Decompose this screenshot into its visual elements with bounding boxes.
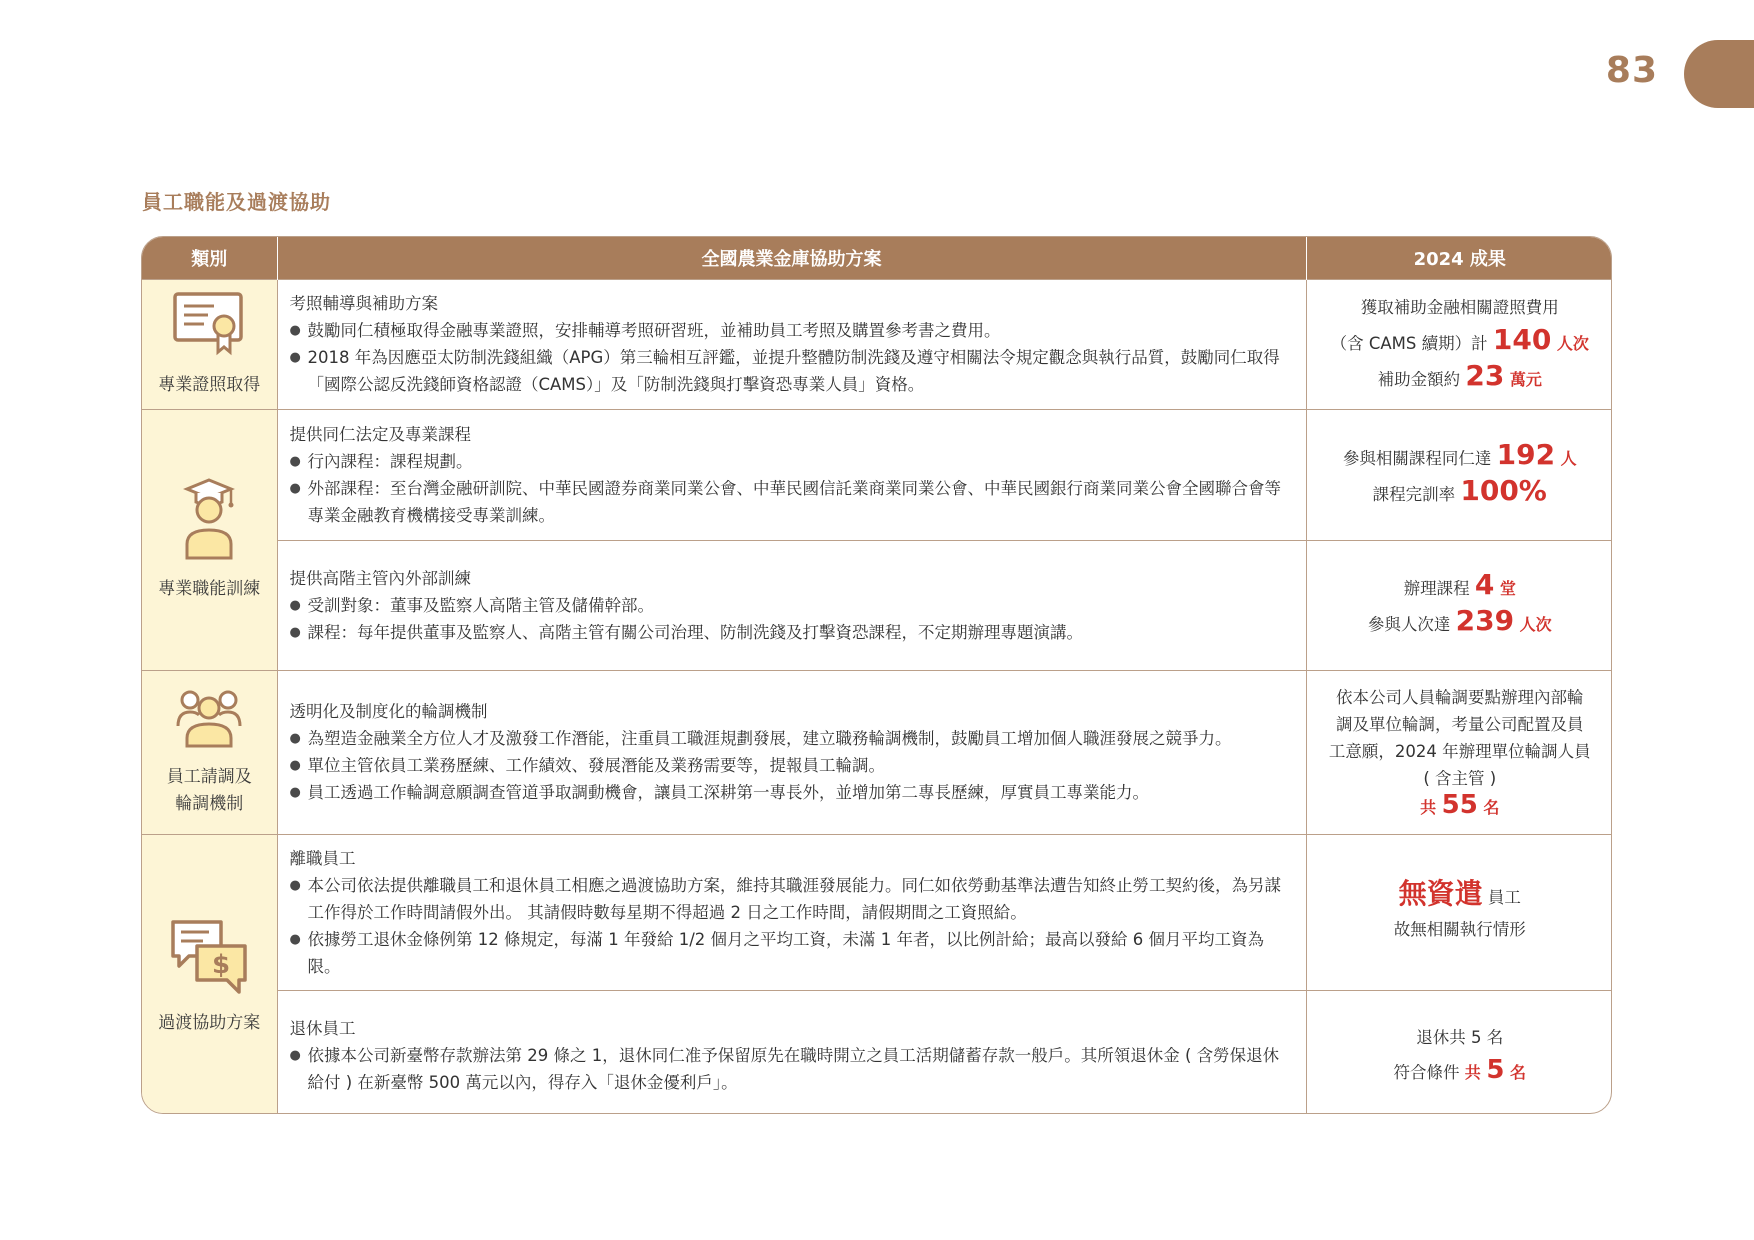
result-number: 140 [1492, 323, 1552, 356]
list-item: ● 受訓對象：董事及監察人高階主管及儲備幹部。 [290, 592, 1296, 619]
result-text: 補助金額約 [1377, 370, 1466, 389]
table-row [142, 670, 1612, 834]
result-line: 依本公司人員輪調要點辦理內部輪 [1336, 687, 1584, 707]
result-line [1317, 360, 1604, 396]
section-title: 員工職能及過渡協助 [142, 190, 331, 214]
table-row [142, 834, 1612, 990]
list-item: ● 依據本公司新臺幣存款辦法第 29 條之 1，退休同仁准予保留原先在職時開立之員工活期儲蓄存款一般戶。其所領退休金 ( 含勞保退休給付 ) 在新臺幣 500 萬元以內，得存入「退休金優利戶」。 [290, 1042, 1296, 1096]
plan-bullets [290, 592, 1296, 646]
result-line [1317, 605, 1604, 641]
result-number: 239 [1455, 604, 1515, 637]
plan-cell [277, 279, 1306, 409]
result-line [1317, 439, 1604, 475]
plan-cell [277, 834, 1306, 990]
result-line [1317, 569, 1604, 605]
result-text: 參與人次達 [1367, 615, 1456, 634]
plan-bullets [290, 448, 1296, 529]
assistance-table [141, 236, 1612, 1114]
plan-bullets [290, 725, 1296, 806]
result-line: ( 含主管 ) [1423, 768, 1497, 788]
result-line: 調及單位輪調，考量公司配置及員 [1336, 714, 1584, 734]
group-icon [176, 686, 242, 750]
list-item: ● 依據勞工退休金條例第 12 條規定，每滿 1 年發給 1/2 個月之平均工資，未滿 1 年者，以比例計給；最高以發給 6 個月平均工資為限。 [290, 926, 1296, 980]
result-unit: 名 [1504, 1062, 1526, 1082]
plan-title: 提供高階主管內外部訓練 [289, 568, 471, 588]
result-unit: 人次 [1551, 334, 1589, 353]
category-label [146, 764, 273, 818]
category-label: 專業職能訓練 [158, 578, 261, 599]
list-item: ● 課程：每年提供董事及監察人、高階主管有關公司治理、防制洗錢及打擊資恐課程，不定期辦理專題演講。 [290, 619, 1296, 646]
result-unit: 人 [1555, 448, 1577, 468]
result-unit: 萬元 [1504, 370, 1542, 389]
certificate-icon [170, 288, 248, 358]
category-label-line: 輪調機制 [175, 794, 244, 814]
plan-cell [277, 540, 1306, 670]
plan-cell [277, 409, 1306, 540]
plan-title: 離職員工 [289, 848, 356, 868]
result-unit: 名 [1477, 797, 1500, 817]
result-line: 獲取補助金融相關證照費用 [1360, 298, 1559, 317]
result-number: 23 [1465, 359, 1505, 392]
graduate-icon [179, 476, 239, 562]
list-item: ● 行內課程：課程規劃。 [290, 448, 1296, 475]
category-label-line: 員工請調及 [166, 766, 252, 787]
list-item: ● 本公司依法提供離職員工和退休員工相應之過渡協助方案，維持其職涯發展能力。同仁如依勞動基準法遭告知終止勞工契約後，為另謀工作得於工作時間請假外出。 其請假時數每星期不得超過 2 日之工作時間，請假期間之工資照給。 [290, 872, 1296, 926]
list-item: ● 員工透過工作輪調意願調查管道爭取調動機會，讓員工深耕第一專長外，並增加第二專長歷練，厚實員工專業能力。 [290, 779, 1296, 806]
plan-cell [277, 990, 1306, 1114]
category-cell [142, 670, 277, 834]
result-line [1317, 324, 1604, 360]
result-number: 192 [1496, 437, 1556, 471]
result-text: 參與相關課程同仁達 [1342, 448, 1497, 468]
header-category: 類別 [142, 237, 277, 279]
header-plan: 全國農業金庫協助方案 [277, 237, 1306, 279]
plan-bullets [290, 317, 1296, 398]
table-row [142, 409, 1612, 540]
result-line: 故無相關執行情形 [1393, 920, 1526, 939]
plan-bullets [290, 872, 1296, 980]
table-row [142, 990, 1612, 1114]
result-line [1317, 475, 1604, 511]
result-cell [1306, 279, 1612, 409]
page-tab-decoration [1684, 40, 1754, 108]
list-item: ● 單位主管依員工業務歷練、工作績效、發展潛能及業務需要等，提報員工輪調。 [290, 752, 1296, 779]
header-result: 2024 成果 [1306, 237, 1612, 279]
result-text: 課程完訓率 [1372, 484, 1461, 504]
result-cell [1306, 834, 1612, 990]
result-line [1317, 1054, 1604, 1089]
result-text: 共 [1464, 1062, 1487, 1082]
page-number: 83 [1605, 50, 1658, 91]
plan-title: 退休員工 [289, 1018, 356, 1038]
result-cell [1306, 990, 1612, 1114]
result-text: （含 CAMS 續期）計 [1330, 334, 1493, 353]
result-cell [1306, 540, 1612, 670]
result-number: 55 [1441, 789, 1478, 820]
result-line: 工意願，2024 年辦理單位輪調人員 [1328, 741, 1591, 761]
category-label: 過渡協助方案 [158, 1013, 261, 1034]
table-header-row [142, 237, 1612, 279]
result-emphasis: 無資遣 [1398, 877, 1483, 910]
list-item: ● 2018 年為因應亞太防制洗錢組織（APG）第三輪相互評鑑，並提升整體防制洗錢及遵守相關法令規定觀念與執行品質，鼓勵同仁取得「國際公認反洗錢師資格認證（CAMS）」及「防制洗錢與打擊資恐專業人員」資格。 [290, 344, 1296, 398]
list-item: ● 鼓勵同仁積極取得金融專業證照，安排輔導考照研習班，並補助員工考照及購置參考書之費用。 [290, 317, 1296, 344]
result-number: 100% [1460, 473, 1547, 507]
result-line [1317, 878, 1604, 914]
table-row [142, 279, 1612, 409]
plan-cell [277, 670, 1306, 834]
result-cell [1306, 670, 1612, 834]
result-text: 共 [1420, 797, 1442, 817]
result-number: 4 [1474, 568, 1495, 601]
result-line [1317, 789, 1604, 821]
result-text: 符合條件 [1393, 1062, 1465, 1082]
result-number: 5 [1486, 1054, 1505, 1085]
plan-title: 透明化及制度化的輪調機制 [289, 702, 488, 721]
plan-title: 考照輔導與補助方案 [289, 294, 438, 313]
result-unit: 堂 [1494, 579, 1516, 598]
plan-title: 提供同仁法定及專業課程 [289, 424, 471, 444]
svg-text:$: $ [212, 950, 231, 981]
category-cell [142, 409, 277, 670]
category-cell [142, 834, 277, 1114]
table-row [142, 540, 1612, 670]
result-cell [1306, 409, 1612, 540]
result-line: 退休共 5 名 [1416, 1027, 1504, 1047]
list-item: ● 外部課程：至台灣金融研訓院、中華民國證券商業同業公會、中華民國信託業商業同業公會、中華民國銀行商業同業公會全國聯合會等專業金融教育機構接受專業訓練。 [290, 475, 1296, 529]
money-chat-icon [169, 916, 249, 996]
result-unit: 人次 [1514, 615, 1552, 634]
plan-bullets [290, 1042, 1296, 1096]
list-item: ● 為塑造金融業全方位人才及激發工作潛能，注重員工職涯規劃發展，建立職務輪調機制，鼓勵員工增加個人職涯發展之競爭力。 [290, 725, 1296, 752]
category-label: 專業證照取得 [158, 375, 261, 396]
result-text: 員工 [1482, 888, 1521, 907]
result-text: 辦理課程 [1403, 579, 1475, 598]
category-cell [142, 279, 277, 409]
